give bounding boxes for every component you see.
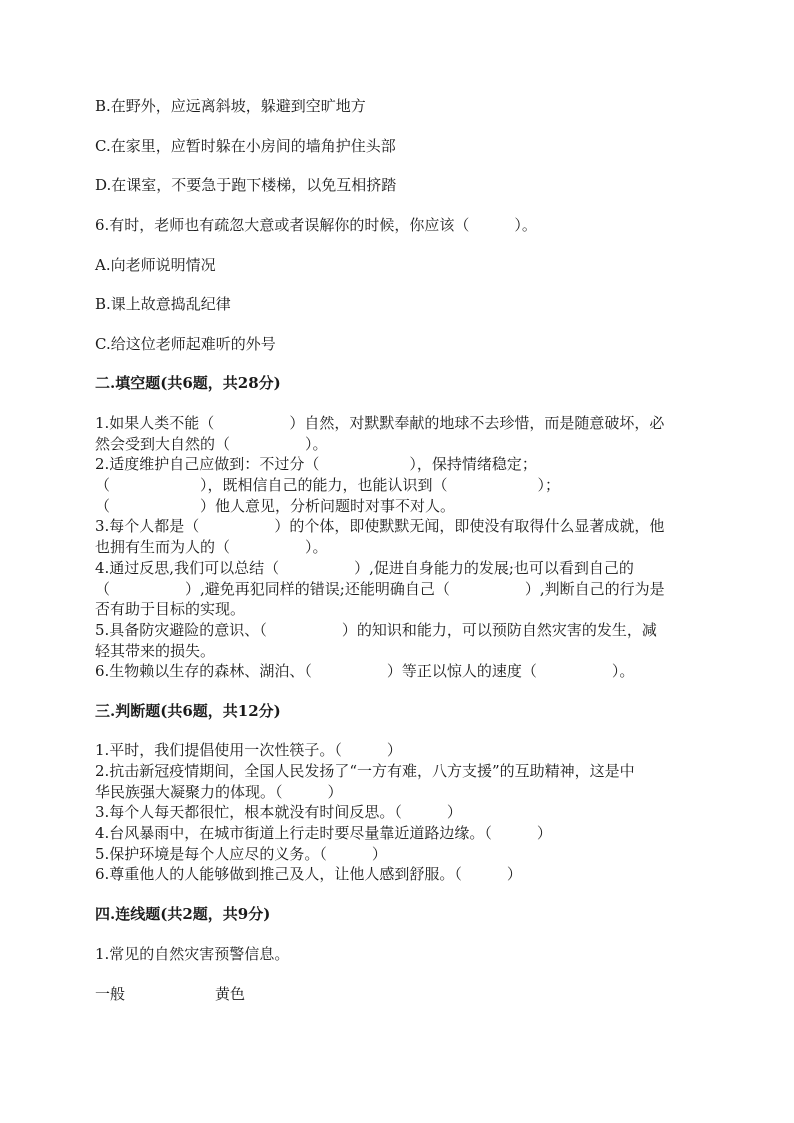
choice-q6-option-c: C.给这位老师起难听的外号 <box>95 335 276 353</box>
fill-line: 1.如果人类不能（ ）自然，对默默奉献的地球不去珍惜，而是随意破坏，必 <box>95 414 665 432</box>
judge-line: 1.平时，我们提倡使用一次性筷子。（ ） <box>95 741 402 759</box>
fill-line: （ ）,避免再犯同样的错误;还能明确自己（ ）,判断自己的行为是 <box>95 580 665 598</box>
judge-line: 3.每个人每天都很忙，根本就没有时间反思。（ ） <box>95 803 462 821</box>
match-q1: 1.常见的自然灾害预警信息。 <box>95 945 290 963</box>
fill-section-heading: 二.填空题(共6题，共28分) <box>95 374 281 392</box>
judge-line: 5.保护环境是每个人应尽的义务。（ ） <box>95 845 387 863</box>
choice-q5-option-d: D.在课室，不要急于跑下楼梯，以免互相挤踏 <box>95 176 397 194</box>
fill-line: 3.每个人都是（ ）的个体，即使默默无闻，即使没有取得什么显著成就，他 <box>95 517 665 535</box>
fill-line: 4.通过反思,我们可以总结（ ）,促进自身能力的发展;也可以看到自己的 <box>95 559 634 577</box>
choice-q6-option-a: A.向老师说明情况 <box>95 256 216 274</box>
match-left-item: 一般 <box>95 985 126 1003</box>
judge-line: 6.尊重他人的人能够做到推己及人，让他人感到舒服。（ ） <box>95 865 522 883</box>
choice-q6-option-b: B.课上故意捣乱纪律 <box>95 295 231 313</box>
judge-line: 4.台风暴雨中，在城市街道上行走时要尽量靠近道路边缘。（ ） <box>95 824 552 842</box>
fill-line: 6.生物赖以生存的森林、湖泊、（ ）等正以惊人的速度（ ）。 <box>95 662 635 680</box>
fill-line: 5.具备防灾避险的意识、（ ）的知识和能力，可以预防自然灾害的发生，减 <box>95 621 657 639</box>
match-right-item: 黄色 <box>215 985 246 1003</box>
choice-q5-option-c: C.在家里，应暂时躲在小房间的墙角护住头部 <box>95 137 396 155</box>
judge-line: 2.抗击新冠疫情期间，全国人民发扬了“一方有难，八方支援”的互助精神，这是中 <box>95 762 635 780</box>
fill-line: 2.适度维护自己应做到：不过分（ ），保持情绪稳定； <box>95 455 537 473</box>
match-section-heading: 四.连线题(共2题，共9分) <box>95 905 271 923</box>
fill-line: 轻其带来的损失。 <box>95 642 216 660</box>
judge-line: 华民族强大凝聚力的体现。（ ） <box>95 783 343 801</box>
fill-line: 否有助于目标的实现。 <box>95 600 246 618</box>
choice-q6: 6.有时，老师也有疏忽大意或者误解你的时候，你应该（ ）。 <box>95 216 537 234</box>
fill-line: （ ）他人意见，分析问题时对事不对人。 <box>95 497 456 515</box>
fill-line: 也拥有生而为人的（ ）。 <box>95 538 328 556</box>
fill-line: 然会受到大自然的（ ）。 <box>95 435 328 453</box>
judge-section-heading: 三.判断题(共6题，共12分) <box>95 702 281 720</box>
fill-line: （ ），既相信自己的能力，也能认识到（ ）； <box>95 476 561 494</box>
choice-q5-option-b: B.在野外，应远离斜坡，躲避到空旷地方 <box>95 97 366 115</box>
